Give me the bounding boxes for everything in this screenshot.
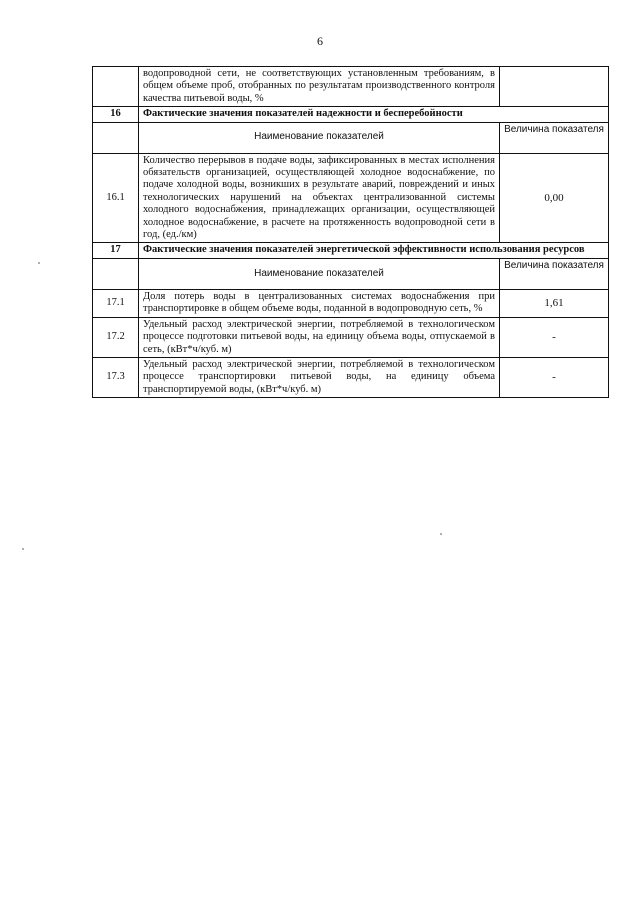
indicator-name-cell: Удельный расход электрической энергии, потребляемой в технологическом процессе транспортировки питьевой воды, на единицу объема транспортируемой воды, (кВт*ч/куб. м) — [139, 357, 500, 397]
table-row — [93, 67, 609, 107]
row-number-cell: 17.3 — [93, 357, 139, 397]
section-number: 17 — [93, 243, 139, 258]
section-title: Фактические значения показателей надежности и бесперебойности — [139, 107, 609, 122]
indicators-table — [92, 66, 609, 398]
table-row — [93, 317, 609, 357]
indicator-name-cell: Доля потерь воды в централизованных системах водоснабжения при транспортировке в общем объеме воды, поданной в водопроводную сеть, % — [139, 289, 500, 317]
row-number-cell: 16.1 — [93, 153, 139, 243]
scan-speck — [440, 533, 442, 535]
column-header-name: Наименование показателей — [139, 122, 500, 153]
row-number-cell — [93, 258, 139, 289]
column-header-value: Величина показателя — [500, 122, 609, 153]
column-header-value: Величина показателя — [500, 258, 609, 289]
row-number-cell — [93, 67, 139, 107]
indicator-name-cell: Количество перерывов в подаче воды, зафиксированных в местах исполнения обязательств организацией, осуществляющей холодное водоснабжение, по подаче холодной воды, возникших в результате аварий, повреждений и иных технологических нарушений на объектах централизованной системы холодного водоснабжения, принадлежащих организации, осуществляющей холодное водоснабжение, в расчете на протяженность водопроводной сети в год, (ед./км) — [139, 153, 500, 243]
table-row — [93, 153, 609, 243]
indicator-name-cell: Удельный расход электрической энергии, потребляемой в технологическом процессе подготовки питьевой воды, на единицу объема воды, отпускаемой в сеть, (кВт*ч/куб. м) — [139, 317, 500, 357]
section-header-row — [93, 243, 609, 258]
column-header-row — [93, 258, 609, 289]
page-number: 6 — [317, 34, 323, 48]
section-title: Фактические значения показателей энергетической эффективности использования ресурсов — [139, 243, 609, 258]
scan-speck — [38, 262, 40, 264]
row-number-cell: 17.2 — [93, 317, 139, 357]
indicator-value-cell: - — [500, 357, 609, 397]
indicator-value-cell — [500, 67, 609, 107]
section-number: 16 — [93, 107, 139, 122]
column-header-row — [93, 122, 609, 153]
indicator-value-cell: 0,00 — [500, 153, 609, 243]
row-number-cell — [93, 122, 139, 153]
row-number-cell: 17.1 — [93, 289, 139, 317]
indicator-value-cell: 1,61 — [500, 289, 609, 317]
scan-speck — [22, 548, 24, 550]
table-row — [93, 289, 609, 317]
section-header-row — [93, 107, 609, 122]
indicator-name-cell: водопроводной сети, не соответствующих установленным требованиям, в общем объеме проб, отобранных по результатам производственного контроля качества питьевой воды, % — [139, 67, 500, 107]
table-row — [93, 357, 609, 397]
column-header-name: Наименование показателей — [139, 258, 500, 289]
indicator-value-cell: - — [500, 317, 609, 357]
